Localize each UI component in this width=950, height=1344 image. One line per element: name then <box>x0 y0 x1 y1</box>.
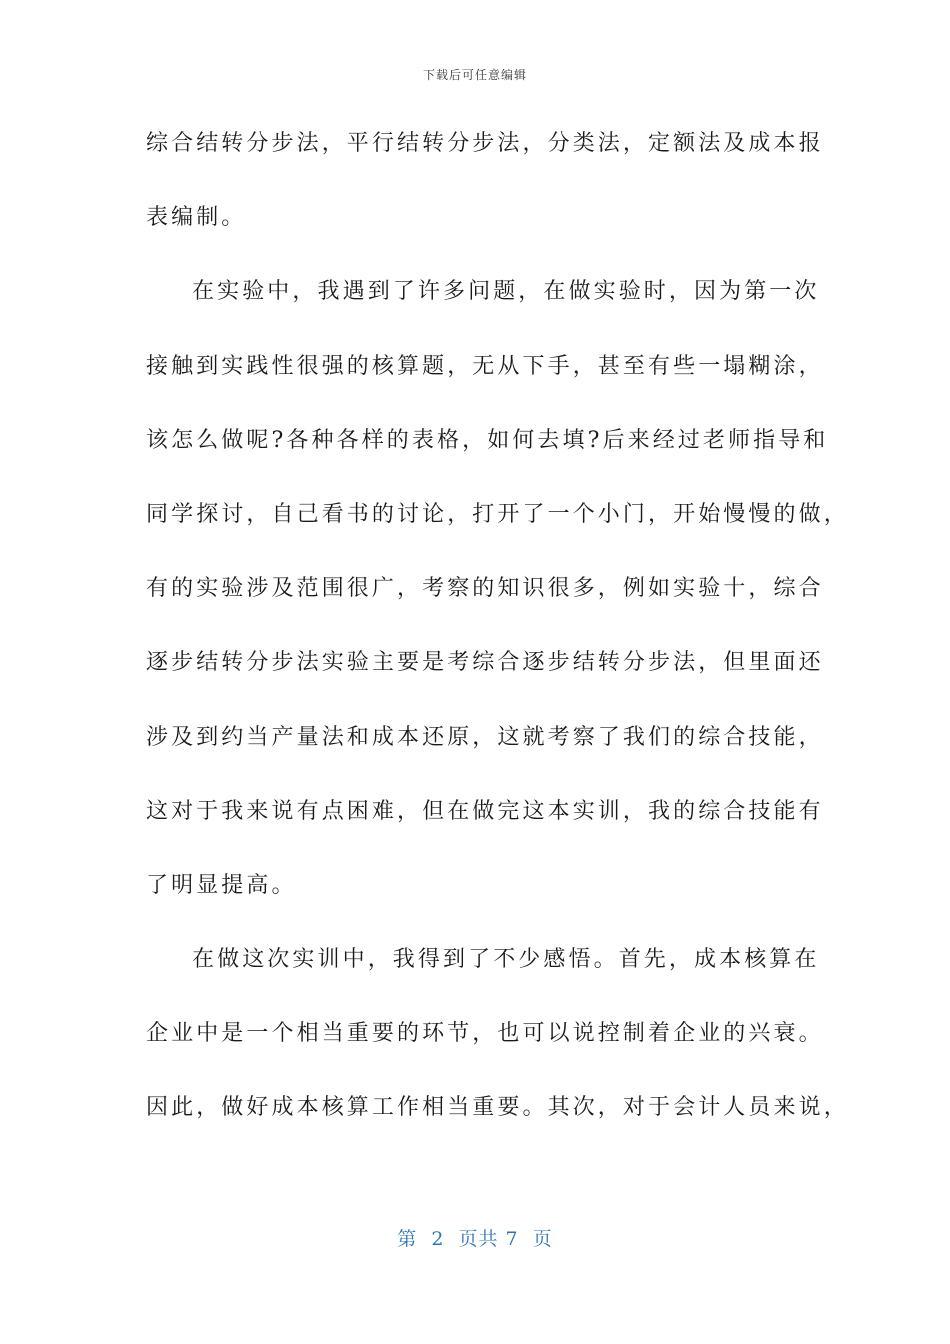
text-line: 涉及到约当产量法和成本还原，这就考察了我们的综合技能， <box>146 724 824 750</box>
paragraph-start-line: 在做这次实训中，我得到了不少感悟。首先，成本核算在 <box>192 947 820 973</box>
text-line: 综合结转分步法，平行结转分步法，分类法，定额法及成本报 <box>146 131 824 156</box>
text-line: 表编制。 <box>146 205 247 231</box>
text-line: 接触到实践性很强的核算题，无从下手，甚至有些一塌糊涂， <box>146 353 824 379</box>
text-line: 了明显提高。 <box>146 872 297 898</box>
text-line: 企业中是一个相当重要的环节，也可以说控制着企业的兴衰。 <box>146 1021 824 1047</box>
text-line: 同学探讨，自己看书的讨论，打开了一个小门，开始慢慢的做， <box>146 501 849 527</box>
text-line: 这对于我来说有点困难，但在做完这本实训，我的综合技能有 <box>146 798 824 824</box>
text-line: 有的实验涉及范围很广，考察的知识很多，例如实验十，综合 <box>146 576 824 602</box>
paragraph-start-line: 在实验中，我遇到了许多问题，在做实验时，因为第一次 <box>192 279 820 305</box>
text-line: 该怎么做呢?各种各样的表格，如何去填?后来经过老师指导和 <box>146 427 829 453</box>
text-line: 因此，做好成本核算工作相当重要。其次，对于会计人员来说， <box>146 1095 849 1121</box>
text-line: 逐步结转分步法实验主要是考综合逐步结转分步法，但里面还 <box>146 650 824 676</box>
page-header: 下载后可任意编辑 <box>422 68 527 82</box>
page-number-footer: 第 2 页共 7 页 <box>397 1228 553 1250</box>
body-text <box>146 112 849 1151</box>
